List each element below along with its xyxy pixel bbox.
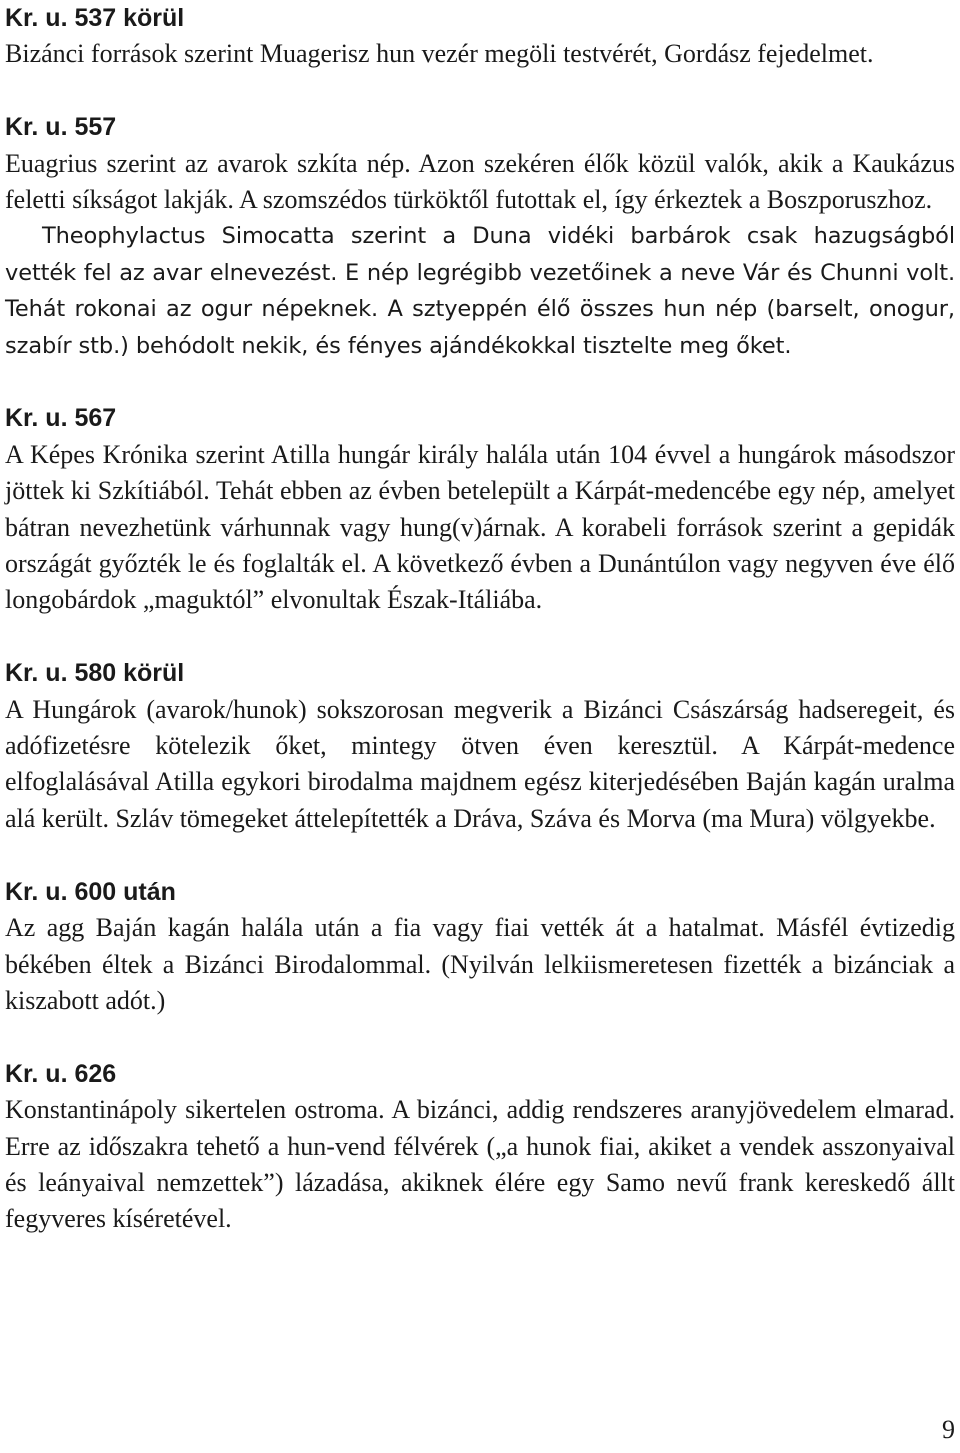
entry-paragraph: A Hungárok (avarok/hunok) sokszorosan megverik a Bizánci Császárság hadseregeit, és adófizetésre kötelezik őket, mintegy ötven éven keresztül. A Kárpát-medence elfoglalásával Atilla egykori birodalma majdnem egész kiterjedésében Baján kagán uralma alá került. Szláv tömegeket áttelepítették a Dráva, Száva és Morva (ma Mura) völgyekbe.: [5, 694, 955, 833]
entry-paragraph: Az agg Baján kagán halála után a fia vagy fiai vették át a hatalmat. Másfél évtizedig békében éltek a Bizánci Birodalommal. (Nyilván lelkiismeretesen fizették a bizánciak a kiszabott adót.): [5, 913, 955, 1015]
entry-heading: Kr. u. 600 után: [5, 877, 176, 906]
entry-heading: Kr. u. 626: [5, 1059, 117, 1088]
entry-580: [5, 655, 955, 837]
entry-heading: Kr. u. 580 körül: [5, 659, 185, 688]
entry-557: [5, 109, 955, 364]
entry-600: [5, 874, 955, 1020]
page-number: 9: [942, 1415, 955, 1444]
entry-paragraph: Konstantinápoly sikertelen ostroma. A bizánci, addig rendszeres aranyjövedelem elmarad. Erre az időszakra tehető a hun-vend félvérek („a hunok fiai, akiket a vendek asszonyaival és leányaival nemzettek”) lázadása, akiknek élére egy Samo nevű frank kereskedő állt fegyveres kíséretével.: [5, 1095, 955, 1234]
entry-567: [5, 400, 955, 618]
entry-paragraph: A Képes Krónika szerint Atilla hungár király halála után 104 évvel a hungárok másodszor jöttek ki Szkítiából. Tehát ebben az évben betelepült a Kárpát-medencébe egy nép, amelyet bátran nevezhetünk várhunnak vagy hung(v)árnak. A korabeli források szerint a gepidák országát győzték le és foglalták el. A következő évben a Dunántúlon vagy negyven éve élő longobárdok „maguktól” elvonultak Észak-Itáliába.: [5, 439, 955, 615]
document-page: [5, 0, 955, 1274]
entry-537: [5, 0, 955, 73]
entry-paragraph: Euagrius szerint az avarok szkíta nép. Azon szekéren élők közül valók, akik a Kaukázus feletti síkságot lakják. A szomszédos türköktől futottak el, így érkeztek a Boszporuszhoz.: [5, 148, 955, 215]
entry-heading: Kr. u. 567: [5, 404, 117, 433]
entry-626: [5, 1056, 955, 1238]
entry-paragraph: Bizánci források szerint Muagerisz hun vezér megöli testvérét, Gordász fejedelmet.: [5, 39, 874, 69]
entry-paragraph-indented: Theophylactus Simocatta szerint a Duna vidéki barbárok csak hazugságból vették fel az avar elnevezést. E nép legrégibb vezetőinek a neve Vár és Chunni volt. Tehát rokonai az ogur népeknek. A sztyeppén élő összes hun nép (barselt, onogur, szabír stb.) behódolt nekik, és fényes ajándékokkal tisztelte meg őket.: [5, 223, 955, 359]
entry-heading: Kr. u. 557: [5, 113, 117, 142]
entry-heading: Kr. u. 537 körül: [5, 4, 185, 32]
